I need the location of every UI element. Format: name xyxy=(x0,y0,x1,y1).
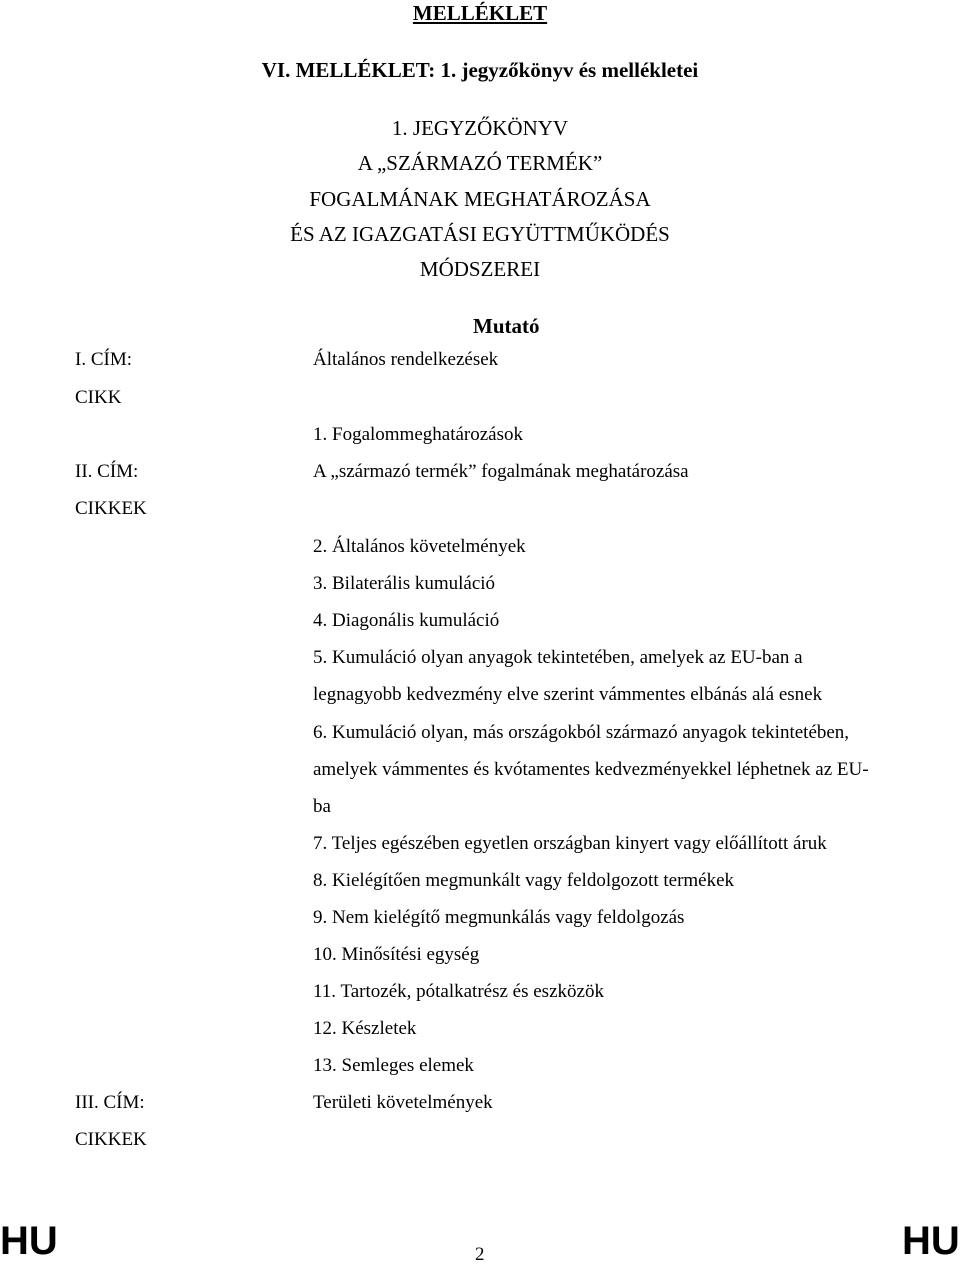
entry-sufficiently-worked: 8. Kielégítően megmunkált vagy feldolgozott termékek xyxy=(313,870,735,891)
entry-general-requirements: 2. Általános követelmények xyxy=(313,536,526,557)
entry-territorial-requirements: Területi követelmények xyxy=(313,1092,493,1113)
title-label-i: I. CÍM: xyxy=(75,349,132,370)
annex-subheading: VI. MELLÉKLET: 1. jegyzőkönyv és mellékletei xyxy=(261,58,699,82)
protocol-title-line-1: 1. JEGYZŐKÖNYV xyxy=(391,116,569,140)
entry-accessories: 11. Tartozék, pótalkatrész és eszközök xyxy=(313,981,604,1002)
entry-sets: 12. Készletek xyxy=(313,1018,417,1039)
entry-general-provisions: Általános rendelkezések xyxy=(313,349,499,370)
entry-unit-of-qualification: 10. Minősítési egység xyxy=(313,944,480,965)
protocol-title-line-2: A „SZÁRMAZÓ TERMÉK” xyxy=(357,151,603,175)
protocol-title-line-4: ÉS AZ IGAZGATÁSI EGYÜTTMŰKÖDÉS xyxy=(290,222,670,246)
footer-language-left: HU xyxy=(0,1219,58,1263)
entry-neutral-elements: 13. Semleges elemek xyxy=(313,1055,474,1076)
entry-originating-concept: A „származó termék” fogalmának meghatározása xyxy=(313,461,689,482)
page-number: 2 xyxy=(475,1244,485,1265)
article-label: CIKK xyxy=(75,387,122,408)
entry-definitions: 1. Fogalommeghatározások xyxy=(313,424,524,445)
entry-bilateral-cumulation: 3. Bilaterális kumuláció xyxy=(313,573,496,594)
entry-cumulation-5-line-2: legnagyobb kedvezmény elve szerint vámmentes elbánás alá esnek xyxy=(313,684,823,705)
entry-cumulation-5-line-1: 5. Kumuláció olyan anyagok tekintetében, amelyek az EU-ban a xyxy=(313,647,803,668)
title-label-iii: III. CÍM: xyxy=(75,1092,145,1113)
annex-heading: MELLÉKLET xyxy=(412,1,548,25)
index-heading: Mutató xyxy=(473,314,540,338)
entry-wholly-obtained: 7. Teljes egészében egyetlen országban kinyert vagy előállított áruk xyxy=(313,833,827,854)
entry-cumulation-6-line-2: amelyek vámmentes és kvótamentes kedvezményekkel léphetnek az EU- xyxy=(313,759,869,780)
protocol-title-line-3: FOGALMÁNAK MEGHATÁROZÁSA xyxy=(309,187,651,211)
articles-label-iii: CIKKEK xyxy=(75,1129,147,1150)
entry-cumulation-6-line-1: 6. Kumuláció olyan, más országokból származó anyagok tekintetében, xyxy=(313,722,850,743)
title-label-ii: II. CÍM: xyxy=(75,461,139,482)
entry-cumulation-6-line-3: ba xyxy=(313,796,331,817)
articles-label: CIKKEK xyxy=(75,498,147,519)
footer-language-right: HU xyxy=(902,1219,960,1263)
entry-insufficient-working: 9. Nem kielégítő megmunkálás vagy feldolgozás xyxy=(313,907,685,928)
protocol-title-line-5: MÓDSZEREI xyxy=(419,257,541,281)
entry-diagonal-cumulation: 4. Diagonális kumuláció xyxy=(313,610,500,631)
